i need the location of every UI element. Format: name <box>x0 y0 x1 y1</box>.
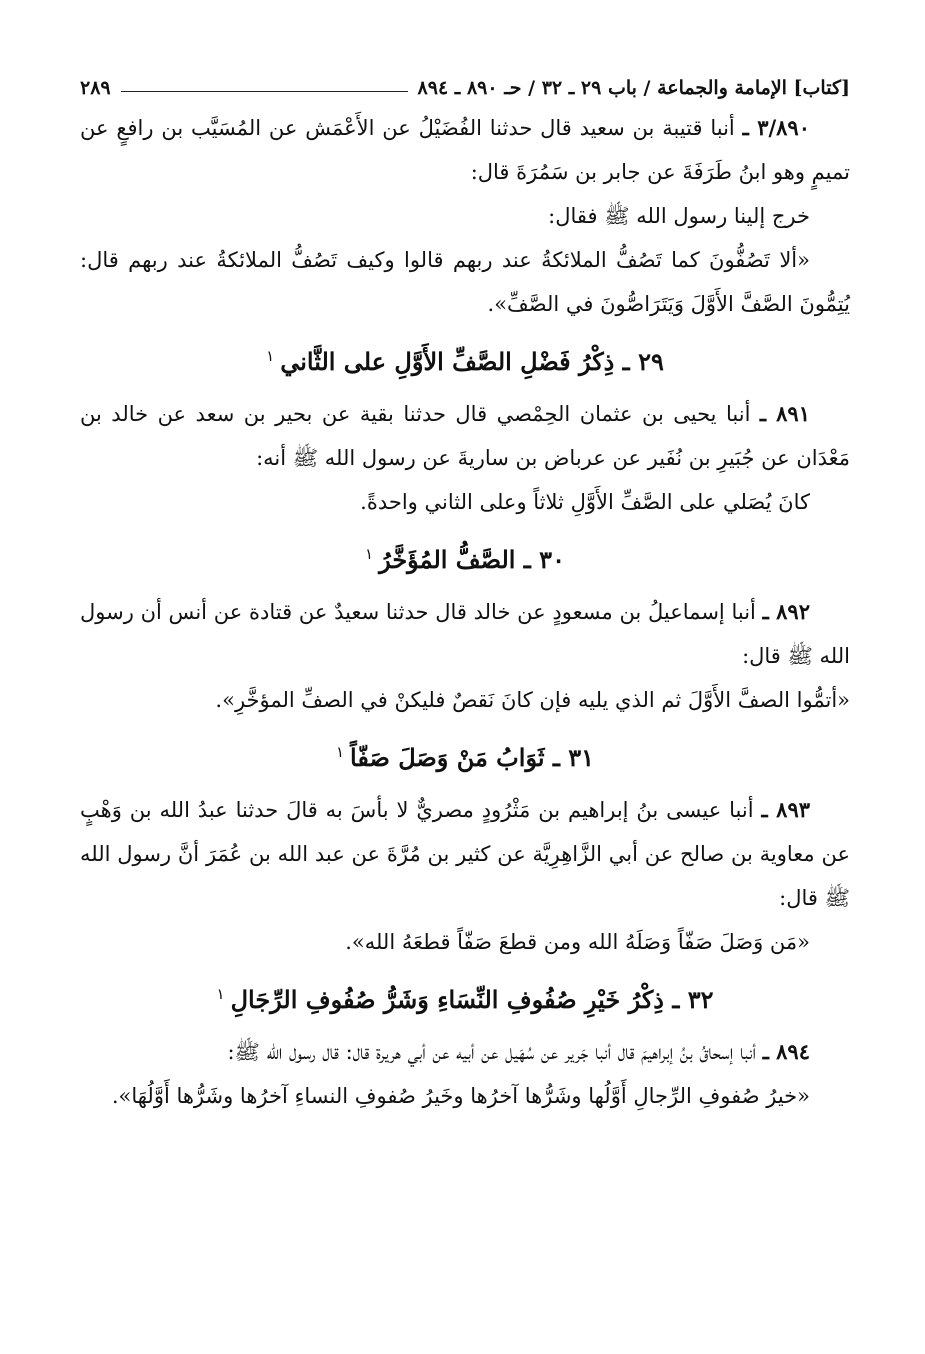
hadith-number: ٨٩١ ـ <box>759 401 810 426</box>
footnote-ref: ١ <box>365 545 374 563</box>
hadith-893-matn: «مَن وَصَلَ صَفّاً وَصَلَهُ الله ومن قطعَ صَفّاً قطعَهُ الله». <box>345 930 810 954</box>
chapter-heading-32 <box>80 968 850 1026</box>
hadith-894-isnad <box>80 1030 850 1074</box>
chapter-heading-text: ٣٢ ـ ذِكْرُ خَيْرِ صُفُوفِ النِّسَاءِ وَشَرُّ صُفُوفِ الرِّجَالِ <box>230 985 714 1014</box>
hadith-891-isnad <box>80 392 850 480</box>
chapter-heading-text: ٣١ ـ ثَوَابُ مَنْ وَصَلَ صَفّاً <box>350 743 595 772</box>
header-rule <box>121 91 408 92</box>
hadith-892-isnad <box>80 590 850 678</box>
footnote-ref: ١ <box>216 985 225 1003</box>
book-page <box>80 70 850 1340</box>
page-number: ٢٨٩ <box>80 77 111 99</box>
isnad-text: أنبا إسماعيلُ بن مسعودٍ عن خالد قال حدثنا سعيدٌ عن قتادة عن أنس أن رسول الله ﷺ قال: <box>80 600 850 668</box>
hadith-890-intro: خرج إلينا رسول الله ﷺ فقال: <box>548 204 810 228</box>
running-title: [كتاب] الإمامة والجماعة / باب ٢٩ ـ ٣٢ / حـ ٨٩٠ ـ ٨٩٤ <box>417 77 850 99</box>
isnad-text: أنبا عيسى بنُ إبراهيم بن مَثْرُودٍ مصريٌّ لا بأسَ به قالَ حدثنا عبدُ الله بن وَهْبٍ عن معاوية بن صالح عن أبي الزَّاهِرِيَّة عن كثير بن مُرَّةَ عن عبد الله بن عُمَرَ أنَّ رسول الله ﷺ قال: <box>80 798 850 910</box>
page-header <box>80 70 850 106</box>
hadith-number: ٣/٨٩٠ ـ <box>742 115 810 140</box>
chapter-heading-text: ٢٩ ـ ذِكْرُ فَضْلِ الصَّفِّ الأَوَّلِ على الثَّاني <box>280 347 664 376</box>
isnad-text: أنبا إسحاقُ بنُ إبراهيمَ قال أنبا جَرير عن سُهَيل عن أبيه عن أبي هريرة قال: قال رسول الله ﷺ: <box>227 1040 756 1064</box>
hadith-890-matn: «ألا تَصُفُّونَ كما تَصُفُّ الملائكةُ عند ربهم قالوا وكيف تَصُفُّ الملائكةُ عند ربهم قال: يُتِمُّونَ الصَّفَّ الأَوَّلَ وَيَتَرَاصُّونَ في الصَّفِّ». <box>80 248 850 316</box>
hadith-893-isnad <box>80 788 850 920</box>
footnote-ref: ١ <box>335 743 345 761</box>
hadith-894-matn: «خيرُ صُفوفِ الرِّجالِ أَوَّلُها وشَرُّها آخرُها وخَيرُ صُفوفِ النساءِ آخرُها وشَرُّها أَوَّلُهَا». <box>111 1084 810 1108</box>
hadith-number: ٨٩٣ ـ <box>761 797 811 822</box>
hadith-891-matn: كانَ يُصَلي على الصَّفِّ الأَوَّلِ ثلاثاً وعلى الثاني واحدةً. <box>360 490 810 514</box>
hadith-number: ٨٩٢ ـ <box>762 599 810 624</box>
hadith-892-matn: «أتمُّوا الصفَّ الأَوَّلَ ثم الذي يليه فإن كانَ نَقصٌ فليكنْ في الصفِّ المؤخَّرِ». <box>215 688 850 712</box>
chapter-heading-31 <box>80 726 850 784</box>
chapter-heading-29 <box>80 330 850 388</box>
isnad-text: أنبا يحيى بن عثمان الحِمْصي قال حدثنا بقية عن بحير بن سعد عن خالد بن مَعْدَان عن جُبَيرِ بن نُفَير عن عرباض بن ساريةَ عن رسول الله ﷺ أنه: <box>80 402 850 470</box>
chapter-heading-text: ٣٠ ـ الصَّفُّ المُؤَخَّرُ <box>379 545 565 574</box>
footnote-ref: ١ <box>266 347 275 365</box>
isnad-text: أنبا قتيبة بن سعيد قال حدثنا الفُضَيْلُ عن الأَعْمَش عن المُسَيَّب بن رافعٍ عن تميمٍ وهو ابنُ طَرَفَةَ عن جابر بن سَمُرَةَ قال: <box>80 116 850 184</box>
hadith-number: ٨٩٤ ـ <box>762 1039 810 1064</box>
hadith-890-isnad <box>80 106 850 194</box>
chapter-heading-30 <box>80 528 850 586</box>
